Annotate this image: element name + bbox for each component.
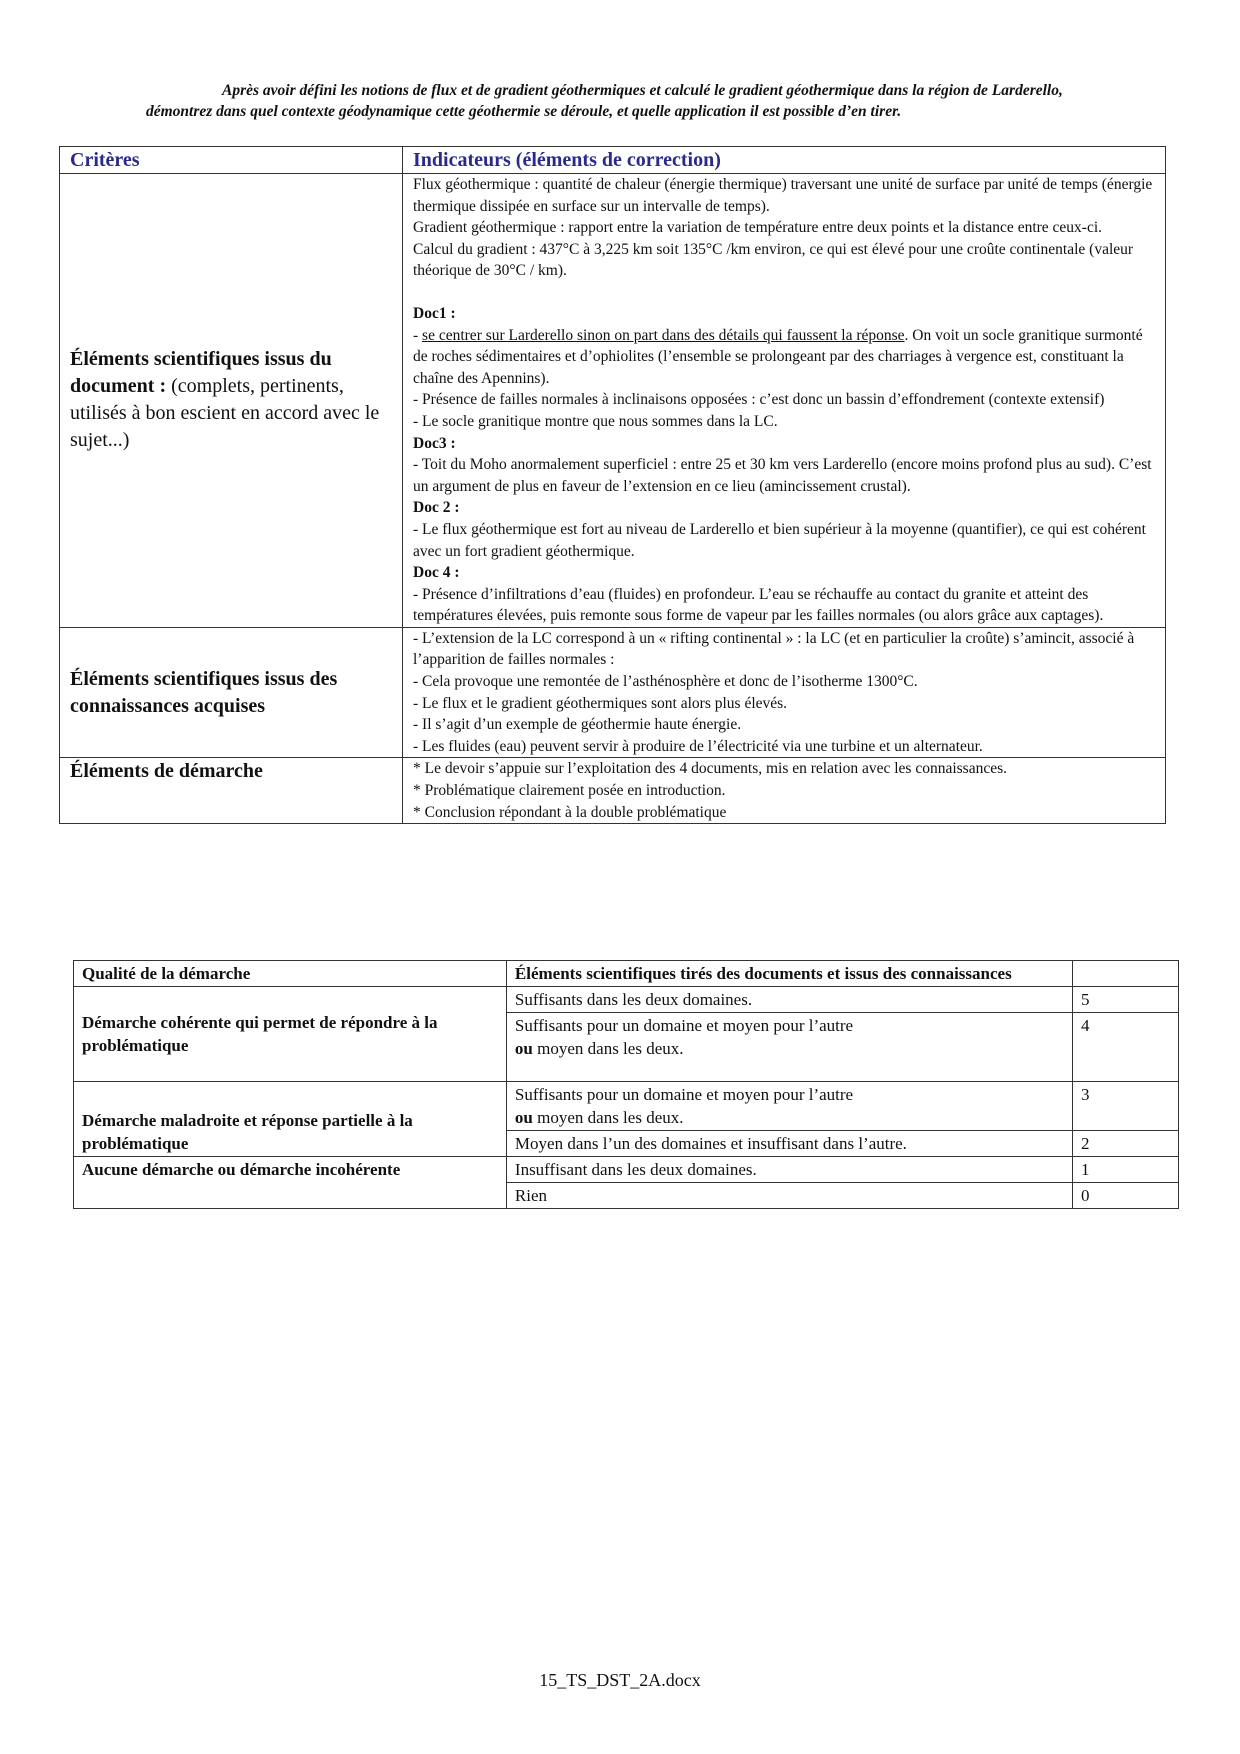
indicators-knowledge <box>403 627 1166 758</box>
doc2-point: - Le flux géothermique est fort au niveau de Larderello et bien supérieur à la moyenne (quantifier), ce qui est cohérent avec un fort gradient géothermique. <box>413 520 1146 560</box>
grade-score-4: 4 <box>1073 1013 1179 1082</box>
footer-filename: 15_TS_DST_2A.docx <box>539 1670 701 1690</box>
method-line: * Le devoir s’appuie sur l’exploitation des 4 documents, mis en relation avec les connaissances. <box>413 760 1007 778</box>
grade-text-0: Rien <box>506 1183 1072 1209</box>
doc1-point-b: - Présence de failles normales à inclinaisons opposées : c’est donc un bassin d’effondrement (contexte extensif) <box>413 391 1105 409</box>
grade-header-score <box>1073 961 1179 987</box>
indicators-method <box>403 758 1166 824</box>
criteria-label-method: Éléments de démarche <box>60 758 403 824</box>
doc3-title: Doc3 : <box>413 434 456 452</box>
criteria-header-row <box>60 147 1166 174</box>
knowledge-line: - Il s’agit d’un exemple de géothermie haute énergie. <box>413 716 742 734</box>
grade-row-3 <box>74 1082 1179 1131</box>
doc4-point: - Présence d’infiltrations d’eau (fluides) en profondeur. L’eau se réchauffe au contact du granite et atteint des températures élevées, puis remonte sous forme de vapeur par les failles normales (ou alors grâce aux captages). <box>413 585 1104 625</box>
criteria-label-document-rest: (complets, pertinents, utilisés à bon escient en accord avec le sujet...) <box>70 375 380 452</box>
header-indicators: Indicateurs (éléments de correction) <box>403 147 1166 174</box>
grade-quality-none: Aucune démarche ou démarche incohérente <box>74 1157 507 1209</box>
grade-score-0: 0 <box>1073 1183 1179 1209</box>
grade-score-1: 1 <box>1073 1157 1179 1183</box>
criteria-label-document <box>60 174 403 628</box>
method-line: * Problématique clairement posée en introduction. <box>413 782 726 800</box>
doc3-point: - Toit du Moho anormalement superficiel : entre 25 et 30 km vers Larderello (encore moins profond plus au sud). C’est un argument de plus en faveur de l’extension en ce lieu (amincissement crustal). <box>413 456 1152 495</box>
doc1-title: Doc1 : <box>413 304 456 322</box>
grade-row-5 <box>74 987 1179 1013</box>
criteria-row-document <box>60 174 1166 628</box>
grade-quality-partial: Démarche maladroite et réponse partielle à la problématique <box>74 1082 507 1157</box>
header-criteria: Critères <box>60 147 403 174</box>
grade-quality-coherent: Démarche cohérente qui permet de répondre à la problématique <box>74 987 507 1082</box>
criteria-row-method <box>60 758 1166 824</box>
grade-score-5: 5 <box>1073 987 1179 1013</box>
grade-row-1 <box>74 1157 1179 1183</box>
doc1-underlined: se centrer sur Larderello sinon on part dans des détails qui faussent la réponse <box>422 326 905 344</box>
grade-text-4: Suffisants pour un domaine et moyen pour l’autre ou moyen dans les deux. <box>506 1013 1072 1082</box>
grading-table <box>73 960 1179 1209</box>
grade-score-3: 3 <box>1073 1082 1179 1131</box>
grade-text-1: Insuffisant dans les deux domaines. <box>506 1157 1072 1183</box>
criteria-table <box>59 146 1166 824</box>
grade-header-elements: Éléments scientifiques tirés des documents et issus des connaissances <box>506 961 1072 987</box>
intro-question: Après avoir défini les notions de flux et de gradient géothermiques et calculé le gradient géothermique dans la région de Larderello, démontrez dans quel contexte géodynamique cette géothermie se déroule, et quelle application il est possible d’en tirer. <box>146 82 1063 120</box>
definition-flux: Flux géothermique : quantité de chaleur (énergie thermique) traversant une unité de surface par unité de temps (énergie thermique dissipée en surface sur un intervalle de temps). <box>413 176 1153 215</box>
gradient-calculation: Calcul du gradient : 437°C à 3,225 km soit 135°C /km environ, ce qui est élevé pour une croûte continentale (valeur théorique de 30°C / km). <box>413 240 1134 280</box>
doc2-title: Doc 2 : <box>413 499 460 517</box>
criteria-label-knowledge: Éléments scientifiques issus des connaissances acquises <box>60 627 403 758</box>
indicators-document <box>403 174 1166 628</box>
doc1-point-c: - Le socle granitique montre que nous sommes dans la LC. <box>413 412 778 430</box>
grade-text-3: Suffisants pour un domaine et moyen pour l’autre ou moyen dans les deux. <box>506 1082 1072 1131</box>
doc4-title: Doc 4 : <box>413 564 460 582</box>
grade-header-row <box>74 961 1179 987</box>
knowledge-line: - Le flux et le gradient géothermiques sont alors plus élevés. <box>413 694 788 712</box>
doc1-point-a: - se centrer sur Larderello sinon on part dans des détails qui faussent la réponse. On voit un socle granitique surmonté de roches sédimentaires et d’ophiolites (l’ensemble se prolongeant par des charriages à vergence est, constituant la chaîne des Apennins). <box>413 326 1143 387</box>
method-line: * Conclusion répondant à la double problématique <box>413 803 727 821</box>
knowledge-line: - Les fluides (eau) peuvent servir à produire de l’électricité via une turbine et un alternateur. <box>413 737 983 755</box>
criteria-row-knowledge <box>60 627 1166 758</box>
grade-text-5: Suffisants dans les deux domaines. <box>506 987 1072 1013</box>
grade-header-quality: Qualité de la démarche <box>74 961 507 987</box>
knowledge-line: - L’extension de la LC correspond à un « rifting continental » : la LC (et en particulier la croûte) s’amincit, associé à l’apparition de failles normales : <box>413 629 1135 669</box>
grade-score-2: 2 <box>1073 1131 1179 1157</box>
definition-gradient: Gradient géothermique : rapport entre la variation de température entre deux points et la distance entre ceux-ci. <box>413 219 1103 237</box>
grade-text-2: Moyen dans l’un des domaines et insuffisant dans l’autre. <box>506 1131 1072 1157</box>
criteria-label-document-bold: Éléments scientifiques issus du document : <box>70 348 332 398</box>
knowledge-line: - Cela provoque une remontée de l’asthénosphère et donc de l’isotherme 1300°C. <box>413 673 918 691</box>
